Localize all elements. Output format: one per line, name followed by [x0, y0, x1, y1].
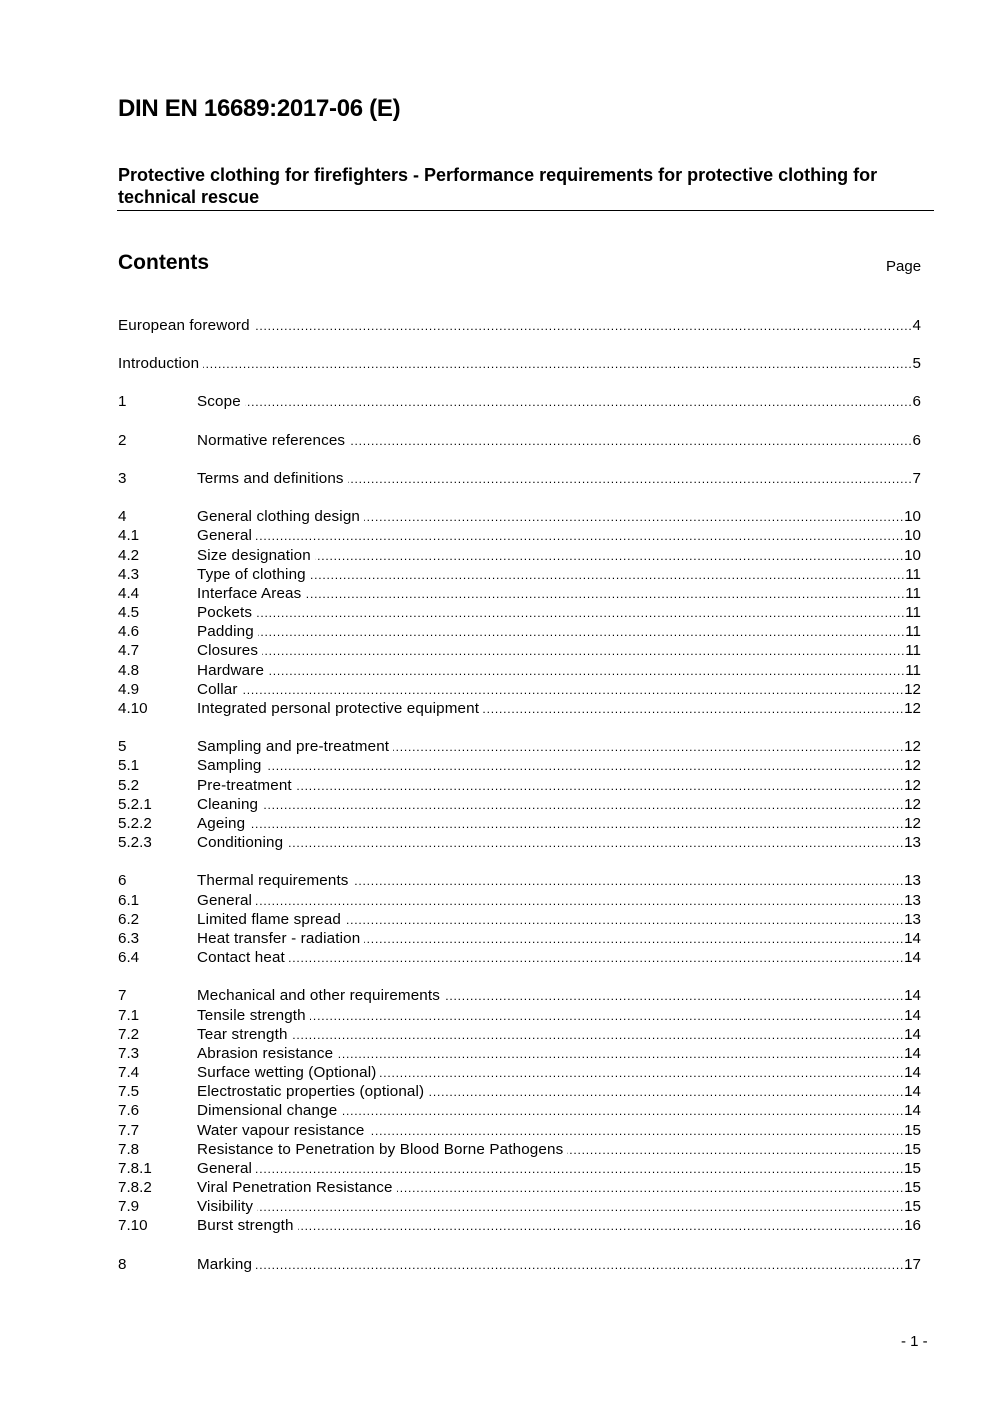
toc-entry-number: 4.1 — [118, 527, 140, 544]
toc-entry-page: 14 — [904, 949, 921, 966]
toc-dot-leader — [256, 1160, 904, 1179]
toc-dot-leader — [262, 642, 905, 661]
toc-entry-page: 11 — [905, 623, 921, 640]
toc-dot-leader — [287, 834, 904, 853]
toc-dot-leader — [353, 872, 905, 891]
toc-entry-page: 14 — [904, 987, 921, 1004]
toc-dot-leader — [245, 393, 913, 412]
document-id: DIN EN 16689:2017-06 (E) — [118, 95, 401, 122]
toc-entry-page: 13 — [904, 872, 921, 889]
toc-entry-number: 7.7 — [118, 1122, 140, 1139]
toc-entry-page: 12 — [904, 700, 921, 717]
toc-dot-leader — [397, 1179, 905, 1198]
toc-entry-page: 14 — [904, 1102, 921, 1119]
toc-entry-page: 14 — [904, 1083, 921, 1100]
toc-entry[interactable] — [118, 986, 921, 1005]
toc-entry-title: Dimensional change — [197, 1102, 338, 1119]
toc-dot-leader — [203, 355, 912, 374]
toc-dot-leader — [348, 470, 913, 489]
toc-entry-page: 12 — [904, 777, 921, 794]
toc-entry[interactable] — [118, 1216, 921, 1235]
toc-dot-leader — [258, 623, 905, 642]
toc-entry-title: Tear strength — [197, 1026, 288, 1043]
toc-entry[interactable] — [118, 316, 921, 335]
toc-entry[interactable] — [118, 1101, 921, 1120]
page-number: - 1 - — [901, 1333, 928, 1350]
toc-entry-number: 7.4 — [118, 1064, 140, 1081]
toc-entry-title: Sampling — [197, 757, 262, 774]
toc-entry-title: Interface Areas — [197, 585, 302, 602]
toc-dot-leader — [305, 585, 905, 604]
toc-entry-page: 13 — [904, 834, 921, 851]
toc-entry-number: 6.3 — [118, 930, 140, 947]
toc-entry-title: Mechanical and other requirements — [197, 987, 441, 1004]
toc-entry-page: 5 — [912, 355, 921, 372]
toc-entry-page: 12 — [904, 796, 921, 813]
toc-entry-title: Size designation — [197, 547, 311, 564]
toc-dot-leader — [483, 700, 904, 719]
toc-entry-page: 14 — [904, 930, 921, 947]
toc-dot-leader — [428, 1083, 904, 1102]
toc-entry-page: 12 — [904, 738, 921, 755]
toc-entry-number: 4.7 — [118, 642, 140, 659]
contents-heading: Contents — [118, 251, 209, 274]
toc-entry[interactable] — [118, 1197, 921, 1216]
toc-entry-page: 10 — [904, 547, 921, 564]
toc-dot-leader — [242, 681, 905, 700]
toc-entry-title: Pre-treatment — [197, 777, 292, 794]
toc-entry-number: 4.3 — [118, 566, 140, 583]
toc-entry-title: Scope — [197, 393, 241, 410]
toc-dot-leader — [567, 1141, 904, 1160]
toc-entry-title: General — [197, 527, 253, 544]
toc-entry[interactable] — [118, 1044, 921, 1063]
toc-entry-number: 7.6 — [118, 1102, 140, 1119]
toc-entry-number: 7.8.1 — [118, 1160, 152, 1177]
toc-entry[interactable] — [118, 699, 921, 718]
toc-entry-title: Tensile strength — [197, 1007, 306, 1024]
toc-entry-title: Integrated personal protective equipment — [197, 700, 480, 717]
toc-entry-title: Introduction — [118, 355, 200, 372]
toc-entry-page: 14 — [904, 1007, 921, 1024]
toc-entry-number: 5 — [118, 738, 127, 755]
toc-entry[interactable] — [118, 641, 921, 660]
toc-dot-leader — [349, 432, 912, 451]
toc-dot-leader — [310, 566, 905, 585]
toc-entry-page: 7 — [912, 470, 921, 487]
toc-entry[interactable] — [118, 565, 921, 584]
toc-entry-page: 16 — [904, 1217, 921, 1234]
toc-dot-leader — [337, 1045, 904, 1064]
toc-entry-number: 5.2.1 — [118, 796, 152, 813]
toc-entry[interactable] — [118, 431, 921, 450]
toc-entry[interactable] — [118, 1159, 921, 1178]
toc-entry-title: Burst strength — [197, 1217, 294, 1234]
toc-entry-number: 7.1 — [118, 1007, 140, 1024]
document-subtitle: Protective clothing for firefighters - Performance requirements for protective clothing for technical rescue — [118, 165, 878, 207]
toc-entry-title: Collar — [197, 681, 238, 698]
toc-entry-number: 5.2.3 — [118, 834, 152, 851]
toc-entry-number: 1 — [118, 393, 127, 410]
toc-dot-leader — [254, 317, 913, 336]
toc-entry[interactable] — [118, 354, 921, 373]
toc-entry-page: 14 — [904, 1064, 921, 1081]
toc-entry-title: Thermal requirements — [197, 872, 349, 889]
toc-entry-title: Limited flame spread — [197, 911, 341, 928]
toc-entry-page: 12 — [904, 757, 921, 774]
toc-entry[interactable] — [118, 1178, 921, 1197]
toc-entry-page: 11 — [905, 604, 921, 621]
toc-entry[interactable] — [118, 584, 921, 603]
toc-entry-number: 7.8.2 — [118, 1179, 152, 1196]
toc-dot-leader — [298, 1217, 904, 1236]
toc-entry-title: Surface wetting (Optional) — [197, 1064, 377, 1081]
toc-entry[interactable] — [118, 910, 921, 929]
toc-entry-title: Water vapour resistance — [197, 1122, 365, 1139]
toc-entry-title: Terms and definitions — [197, 470, 344, 487]
toc-entry-title: Sampling and pre-treatment — [197, 738, 390, 755]
toc-entry-number: 6.4 — [118, 949, 140, 966]
toc-entry-title: General clothing design — [197, 508, 361, 525]
toc-entry-page: 12 — [904, 681, 921, 698]
toc-entry[interactable] — [118, 948, 921, 967]
toc-dot-leader — [345, 911, 904, 930]
toc-entry[interactable] — [118, 546, 921, 565]
toc-entry-title: Padding — [197, 623, 254, 640]
toc-entry-title: Normative references — [197, 432, 346, 449]
toc-entry-title: Closures — [197, 642, 259, 659]
toc-entry[interactable] — [118, 833, 921, 852]
toc-dot-leader — [296, 777, 904, 796]
toc-entry-number: 4.4 — [118, 585, 140, 602]
toc-dot-leader — [289, 949, 904, 968]
toc-entry-page: 13 — [904, 911, 921, 928]
toc-entry-title: Marking — [197, 1256, 253, 1273]
toc-entry-page: 6 — [912, 393, 921, 410]
toc-entry-number: 7.3 — [118, 1045, 140, 1062]
toc-entry-page: 10 — [904, 527, 921, 544]
toc-entry-title: General — [197, 892, 253, 909]
toc-entry[interactable] — [118, 776, 921, 795]
toc-entry-page: 11 — [905, 585, 921, 602]
toc-entry-number: 4.8 — [118, 662, 140, 679]
toc-entry-number: 7 — [118, 987, 127, 1004]
toc-dot-leader — [256, 527, 904, 546]
toc-dot-leader — [364, 930, 904, 949]
page-column-heading: Page — [886, 258, 922, 275]
toc-entry-number: 7.9 — [118, 1198, 140, 1215]
toc-entry-number: 6.2 — [118, 911, 140, 928]
toc-entry[interactable] — [118, 603, 921, 622]
toc-entry-page: 15 — [904, 1198, 921, 1215]
toc-entry-title: Resistance to Penetration by Blood Borne Pathogens — [197, 1141, 564, 1158]
toc-entry-page: 12 — [904, 815, 921, 832]
toc-entry-number: 7.8 — [118, 1141, 140, 1158]
toc-entry-page: 4 — [912, 317, 921, 334]
toc-entry-page: 6 — [912, 432, 921, 449]
toc-entry-page: 15 — [904, 1122, 921, 1139]
toc-dot-leader — [262, 796, 904, 815]
toc-entry[interactable] — [118, 871, 921, 890]
toc-entry[interactable] — [118, 814, 921, 833]
toc-entry-page: 14 — [904, 1026, 921, 1043]
toc-entry-number: 2 — [118, 432, 127, 449]
toc-dot-leader — [393, 738, 904, 757]
toc-entry-title: European foreword — [118, 317, 250, 334]
toc-entry-number: 7.10 — [118, 1217, 148, 1234]
toc-entry-number: 6.1 — [118, 892, 140, 909]
toc-entry[interactable] — [118, 1140, 921, 1159]
toc-entry[interactable] — [118, 756, 921, 775]
toc-entry[interactable] — [118, 661, 921, 680]
toc-entry-page: 13 — [904, 892, 921, 909]
toc-dot-leader — [256, 1256, 904, 1275]
toc-entry-title: Abrasion resistance — [197, 1045, 334, 1062]
toc-entry-title: Ageing — [197, 815, 246, 832]
toc-entry[interactable] — [118, 1121, 921, 1140]
toc-entry[interactable] — [118, 392, 921, 411]
toc-dot-leader — [369, 1122, 905, 1141]
toc-entry-number: 8 — [118, 1256, 127, 1273]
toc-entry[interactable] — [118, 507, 921, 526]
toc-dot-leader — [444, 987, 904, 1006]
toc-entry-number: 4.9 — [118, 681, 140, 698]
toc-entry-number: 7.2 — [118, 1026, 140, 1043]
toc-entry-title: Conditioning — [197, 834, 284, 851]
toc-entry-title: Heat transfer - radiation — [197, 930, 361, 947]
toc-entry-number: 5.1 — [118, 757, 140, 774]
toc-entry[interactable] — [118, 795, 921, 814]
toc-entry-title: Hardware — [197, 662, 265, 679]
toc-dot-leader — [380, 1064, 904, 1083]
toc-entry-page: 15 — [904, 1179, 921, 1196]
toc-entry-number: 5.2.2 — [118, 815, 152, 832]
toc-dot-leader — [257, 1198, 904, 1217]
title-rule — [117, 210, 934, 211]
toc-entry[interactable] — [118, 469, 921, 488]
toc-entry-title: Contact heat — [197, 949, 285, 966]
toc-entry[interactable] — [118, 737, 921, 756]
toc-entry[interactable] — [118, 622, 921, 641]
toc-dot-leader — [341, 1102, 904, 1121]
toc-entry-title: General — [197, 1160, 253, 1177]
toc-entry-title: Visibility — [197, 1198, 254, 1215]
toc-entry-number: 5.2 — [118, 777, 140, 794]
toc-entry-title: Type of clothing — [197, 566, 306, 583]
toc-entry[interactable] — [118, 526, 921, 545]
toc-entry[interactable] — [118, 1255, 921, 1274]
toc-dot-leader — [315, 547, 904, 566]
toc-entry[interactable] — [118, 891, 921, 910]
toc-entry[interactable] — [118, 1082, 921, 1101]
toc-entry-page: 15 — [904, 1141, 921, 1158]
toc-entry[interactable] — [118, 1063, 921, 1082]
toc-entry-title: Viral Penetration Resistance — [197, 1179, 393, 1196]
toc-entry-number: 6 — [118, 872, 127, 889]
toc-dot-leader — [256, 604, 905, 623]
toc-entry-title: Pockets — [197, 604, 253, 621]
toc-entry-page: 14 — [904, 1045, 921, 1062]
toc-entry-number: 4 — [118, 508, 127, 525]
toc-entry[interactable] — [118, 680, 921, 699]
toc-entry-number: 4.10 — [118, 700, 148, 717]
toc-entry-number: 4.6 — [118, 623, 140, 640]
toc-entry-page: 11 — [905, 642, 921, 659]
toc-dot-leader — [292, 1026, 905, 1045]
toc-entry[interactable] — [118, 1025, 921, 1044]
toc-dot-leader — [364, 508, 904, 527]
toc-dot-leader — [268, 662, 905, 681]
toc-entry-page: 15 — [904, 1160, 921, 1177]
toc-entry-page: 11 — [905, 662, 921, 679]
toc-entry[interactable] — [118, 929, 921, 948]
toc-entry-number: 4.5 — [118, 604, 140, 621]
toc-entry-page: 10 — [904, 508, 921, 525]
toc-dot-leader — [249, 815, 904, 834]
toc-entry-number: 4.2 — [118, 547, 140, 564]
toc-entry-number: 3 — [118, 470, 127, 487]
toc-entry-title: Cleaning — [197, 796, 259, 813]
toc-dot-leader — [310, 1007, 904, 1026]
toc-entry-number: 7.5 — [118, 1083, 140, 1100]
toc-entry[interactable] — [118, 1006, 921, 1025]
toc-dot-leader — [266, 757, 905, 776]
toc-entry-title: Electrostatic properties (optional) — [197, 1083, 425, 1100]
toc-entry-page: 11 — [905, 566, 921, 583]
toc-dot-leader — [256, 892, 904, 911]
toc-entry-page: 17 — [904, 1256, 921, 1273]
